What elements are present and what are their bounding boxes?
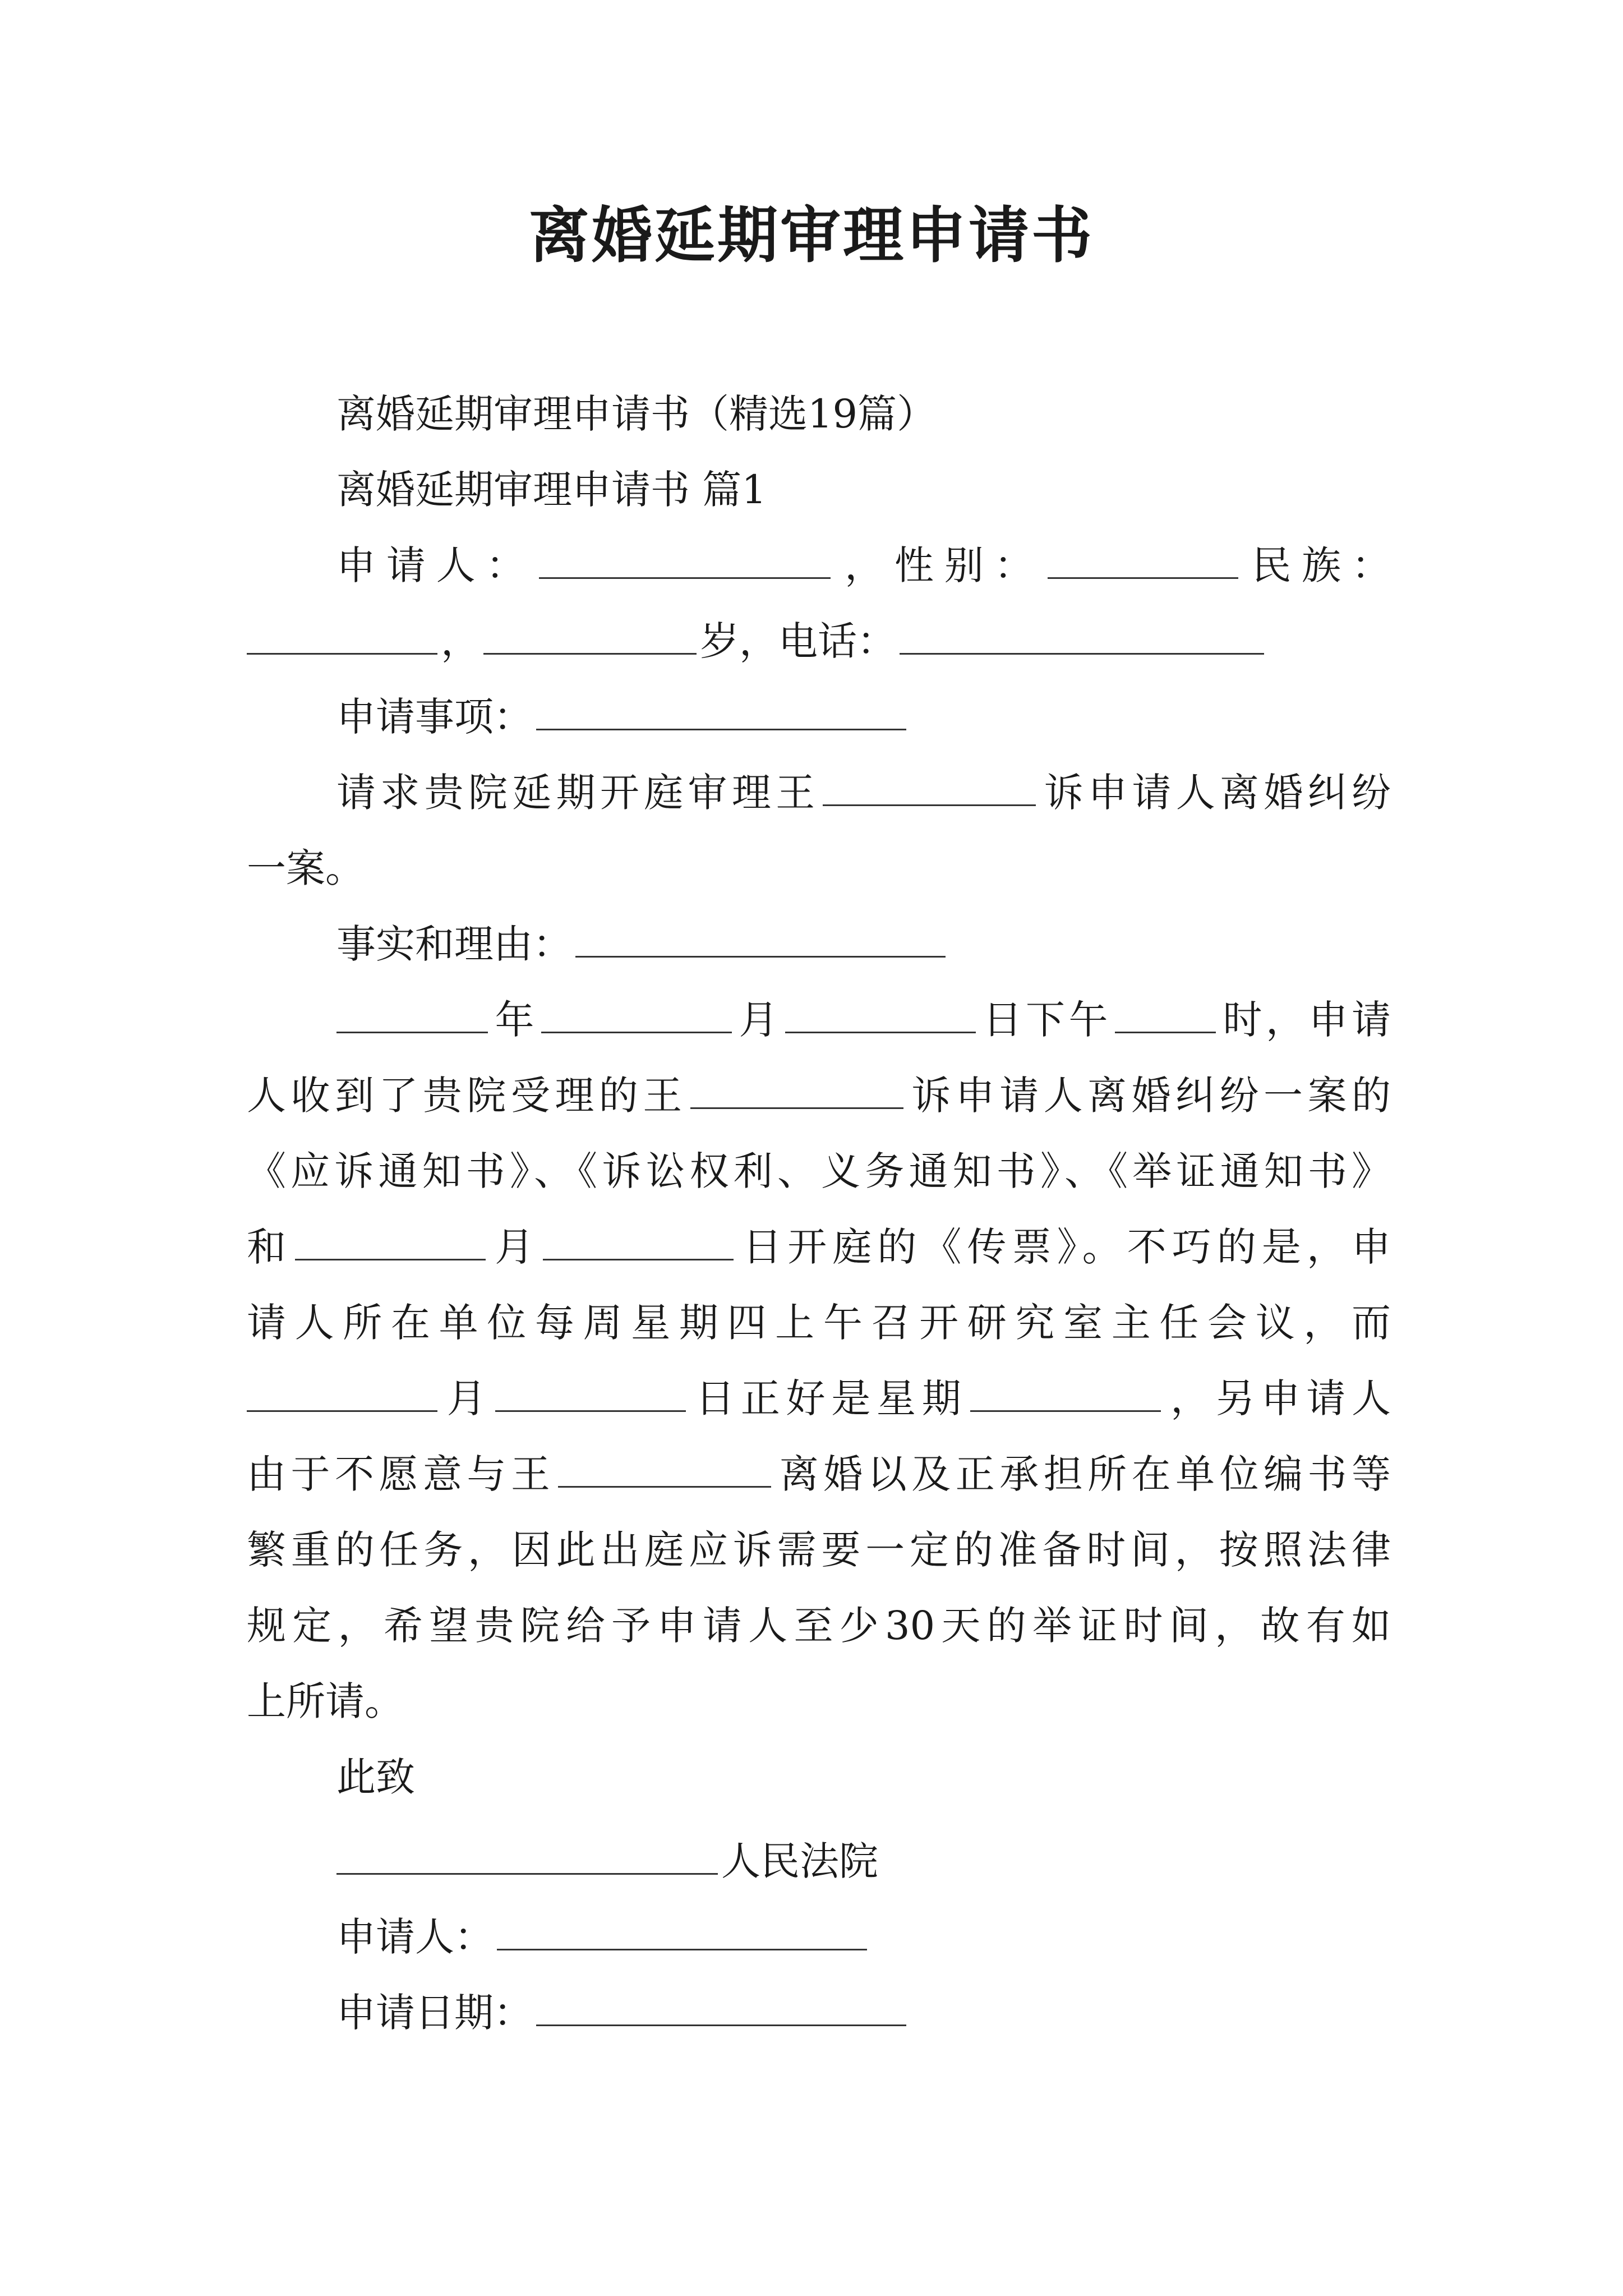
facts-line-4-start: 和 <box>247 1224 292 1270</box>
signer-line <box>336 1899 1481 1975</box>
date-line <box>336 1975 1481 2051</box>
meeting-month-label: 月 <box>441 1375 492 1421</box>
signer-blank <box>497 1913 867 1950</box>
signer-label: 申请人： <box>336 1914 494 1960</box>
facts-line-1 <box>336 982 1391 1058</box>
request-start: 请求贵院延期开庭审理王 <box>336 770 820 816</box>
year-label: 年 <box>491 997 538 1043</box>
meeting-day-label: 日正好是星期 <box>689 1375 967 1421</box>
facts-line-10: 上所请。 <box>247 1678 404 1724</box>
facts-line-2 <box>247 1057 1391 1134</box>
weekday-blank <box>970 1374 1161 1412</box>
salutation: 此致 <box>336 1754 415 1800</box>
facts-line-7-start: 由于不愿意与王 <box>247 1451 555 1497</box>
request-line-2: 一案。 <box>247 845 365 891</box>
defendant-name-blank <box>823 769 1036 806</box>
ethnicity-blank <box>247 617 437 655</box>
matter-blank <box>536 693 906 730</box>
hour-blank <box>1115 996 1216 1033</box>
ethnicity-label: 民族： <box>1241 542 1391 588</box>
court-suffix: 人民法院 <box>721 1838 878 1884</box>
phone-blank <box>900 617 1264 655</box>
day-blank <box>785 996 976 1033</box>
request-end: 诉申请人离婚纠纷 <box>1039 770 1391 816</box>
facts-label: 事实和理由： <box>336 921 572 967</box>
document-title: 离婚延期审理申请书 <box>528 200 1094 271</box>
facts-blank <box>575 920 946 958</box>
meeting-day-blank <box>495 1374 686 1412</box>
matter-label: 申请事项： <box>336 694 533 740</box>
facts-line-6 <box>247 1360 1391 1437</box>
facts-line-2-start: 人收到了贵院受理的王 <box>247 1073 687 1119</box>
hearing-month-label: 月 <box>489 1224 540 1270</box>
gender-label: ，性别： <box>834 542 1044 588</box>
date-label: 申请日期： <box>336 1990 533 2036</box>
month-label: 月 <box>735 997 782 1043</box>
facts-line-1-end: 时，申请 <box>1219 997 1391 1043</box>
applicant-label: 申请人： <box>336 542 536 588</box>
court-name-blank <box>336 1837 718 1875</box>
facts-line-3: 《应诉通知书》、《诉讼权利、义务通知书》、《举证通知书》 <box>247 1148 1391 1194</box>
hearing-day-blank <box>543 1223 734 1260</box>
applicant-line <box>336 527 1391 604</box>
request-line-1 <box>336 754 1391 831</box>
chapter-heading: 离婚延期审理申请书 篇1 <box>336 467 767 513</box>
hearing-month-blank <box>295 1223 486 1260</box>
facts-line-7-end: 离婚以及正承担所在单位编书等 <box>774 1451 1391 1497</box>
document-subtitle: 离婚延期审理申请书（精选19篇） <box>336 391 937 437</box>
plaintiff-name-blank <box>690 1071 903 1109</box>
meeting-month-blank <box>247 1374 437 1412</box>
facts-line-2-end: 诉申请人离婚纠纷一案的 <box>906 1073 1391 1119</box>
year-blank <box>336 996 488 1033</box>
facts-line-9: 规定，希望贵院给予申请人至少30天的举证时间，故有如 <box>247 1603 1391 1649</box>
matter-line <box>336 679 1481 755</box>
applicant-line-2 <box>247 603 1391 679</box>
date-blank <box>536 1989 906 2026</box>
facts-line-4-end: 日开庭的《传票》。不巧的是，申 <box>737 1224 1391 1270</box>
month-blank <box>541 996 732 1033</box>
age-phone-label: 岁，电话： <box>700 618 896 664</box>
facts-line-4 <box>247 1209 1391 1285</box>
facts-line-5: 请人所在单位每周星期四上午召开研究室主任会议，而 <box>247 1300 1391 1346</box>
age-blank <box>483 617 697 655</box>
gender-blank <box>1048 541 1238 579</box>
facts-line <box>336 906 1481 982</box>
spouse-name-blank <box>558 1450 771 1488</box>
facts-line-8: 繁重的任务，因此出庭应诉需要一定的准备时间，按照法律 <box>247 1527 1391 1573</box>
facts-line-6-end: ，另申请人 <box>1164 1375 1391 1421</box>
day-label: 日下午 <box>979 997 1112 1043</box>
facts-line-7 <box>247 1436 1391 1512</box>
court-line <box>336 1823 1481 1899</box>
applicant-name-blank <box>539 541 831 579</box>
comma-separator: ， <box>441 618 480 664</box>
